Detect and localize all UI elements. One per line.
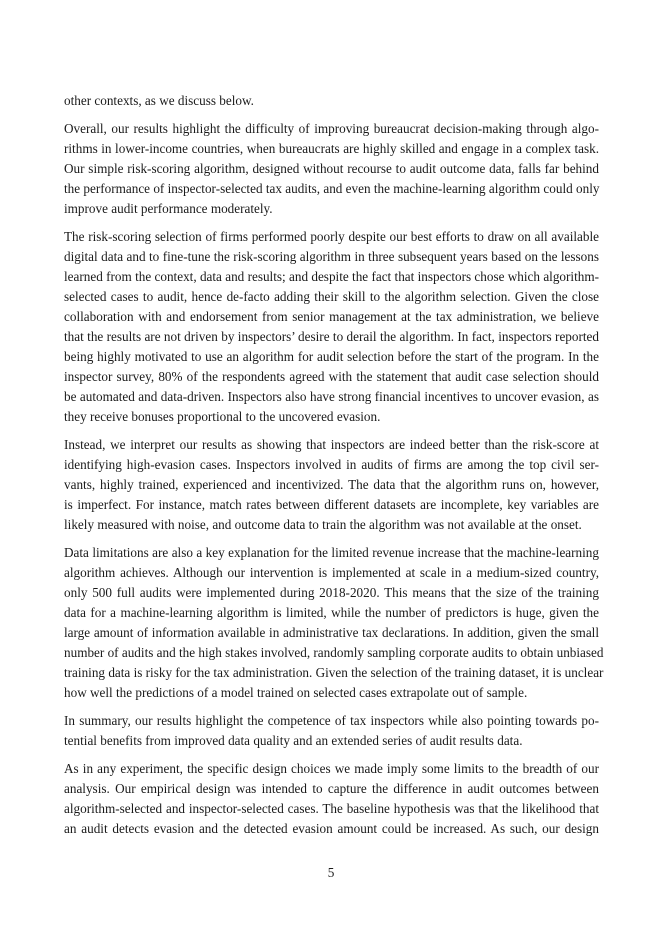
text-line: only 500 full audits were implemented during 2018-2020. This means that the size of the training bbox=[64, 585, 599, 600]
paragraph bbox=[64, 711, 599, 751]
paragraph bbox=[64, 227, 599, 427]
paragraph bbox=[64, 119, 599, 219]
text-line: Our simple risk-scoring algorithm, designed without recourse to audit outcome data, falls far behind bbox=[64, 161, 599, 176]
text-line: Instead, we interpret our results as showing that inspectors are indeed better than the risk-score at bbox=[64, 437, 599, 452]
text-line: tential benefits from improved data quality and an extended series of audit results data. bbox=[64, 733, 523, 748]
text-line: is imperfect. For instance, match rates between different datasets are incomplete, key variables are bbox=[64, 497, 599, 512]
text-line: algorithm-selected and inspector-selected cases. The baseline hypothesis was that the likelihood that bbox=[64, 801, 599, 816]
text-line: inspector survey, 80% of the respondents agreed with the statement that audit case selection should bbox=[64, 369, 599, 384]
text-line: they receive bonuses proportional to the uncovered evasion. bbox=[64, 409, 381, 424]
text-line: In summary, our results highlight the competence of tax inspectors while also pointing towards po- bbox=[64, 713, 599, 728]
text-line: identifying high-evasion cases. Inspectors involved in audits of firms are among the top civil ser- bbox=[64, 457, 599, 472]
text-line: As in any experiment, the specific design choices we made imply some limits to the breadth of our bbox=[64, 761, 599, 776]
text-line: vants, highly trained, experienced and incentivized. The data that the algorithm runs on, however, bbox=[64, 477, 599, 492]
text-line: algorithm achieves. Although our intervention is implemented at scale in a medium-sized country, bbox=[64, 565, 599, 580]
text-line: data for a machine-learning algorithm is limited, while the number of predictors is huge, given the bbox=[64, 605, 599, 620]
paragraph bbox=[64, 91, 599, 111]
text-line: Data limitations are also a key explanation for the limited revenue increase that the machine-learning bbox=[64, 545, 599, 560]
paragraph bbox=[64, 435, 599, 535]
text-line: collaboration with and endorsement from senior management at the tax administration, we believe bbox=[64, 309, 599, 324]
text-line: learned from the context, data and results; and despite the fact that inspectors chose which algorithm- bbox=[64, 269, 599, 284]
text-line: analysis. Our empirical design was intended to capture the difference in audit outcomes between bbox=[64, 781, 599, 796]
text-line: training data is risky for the tax administration. Given the selection of the training dataset, it is unclear bbox=[64, 665, 604, 680]
text-line: Overall, our results highlight the difficulty of improving bureaucrat decision-making through algo- bbox=[64, 121, 599, 136]
body-text bbox=[64, 91, 604, 847]
text-line: how well the predictions of a model trained on selected cases extrapolate out of sample. bbox=[64, 685, 528, 700]
text-line: the performance of inspector-selected tax audits, and even the machine-learning algorithm could only bbox=[64, 181, 600, 196]
text-line: being highly motivated to use an algorithm for audit selection before the start of the program. In the bbox=[64, 349, 599, 364]
text-line: be automated and data-driven. Inspectors also have strong financial incentives to uncover evasion, as bbox=[64, 389, 599, 404]
text-line: number of audits and the high stakes involved, randomly sampling corporate audits to obtain unbiased bbox=[64, 645, 604, 660]
paragraph bbox=[64, 759, 599, 839]
text-line: digital data and to fine-tune the risk-scoring algorithm in three subsequent years based on the lessons bbox=[64, 249, 599, 264]
text-line: that the results are not driven by inspectors’ desire to derail the algorithm. In fact, inspectors reported bbox=[64, 329, 599, 344]
text-line: improve audit performance moderately. bbox=[64, 201, 273, 216]
text-line: large amount of information available in administrative tax declarations. In addition, given the small bbox=[64, 625, 599, 640]
text-line: other contexts, as we discuss below. bbox=[64, 93, 254, 108]
text-line: The risk-scoring selection of firms performed poorly despite our best efforts to draw on all available bbox=[64, 229, 599, 244]
text-line: likely measured with noise, and outcome data to train the algorithm was not available at the onset. bbox=[64, 517, 582, 532]
page-number: 5 bbox=[327, 865, 335, 880]
paragraph bbox=[64, 543, 604, 703]
text-line: rithms in lower-income countries, when bureaucrats are highly skilled and engage in a complex task. bbox=[64, 141, 599, 156]
text-line: selected cases to audit, hence de-facto adding their skill to the algorithm selection. Given the close bbox=[64, 289, 599, 304]
text-line: an audit detects evasion and the detected evasion amount could be increased. As such, our design bbox=[64, 821, 599, 836]
